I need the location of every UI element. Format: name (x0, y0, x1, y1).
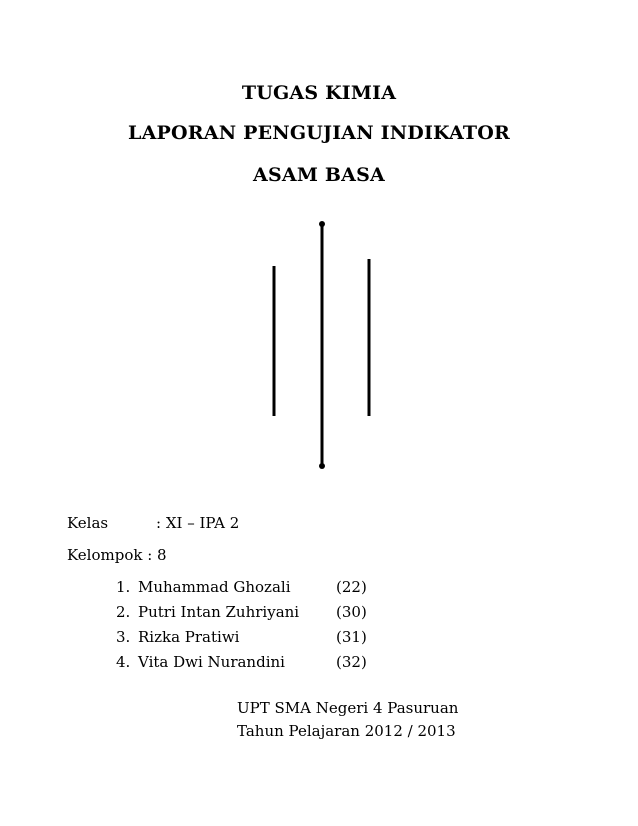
member-score: (32) (336, 653, 367, 671)
member-row (116, 628, 367, 646)
member-number: 2. (116, 603, 131, 621)
member-score: (31) (336, 628, 367, 646)
member-row (116, 653, 367, 671)
member-number: 3. (116, 628, 131, 646)
member-name: Muhammad Ghozali (138, 578, 291, 596)
center-line-top-dot (319, 221, 325, 227)
title-tugas-kimia: TUGAS KIMIA (241, 82, 397, 104)
member-number: 1. (116, 578, 131, 596)
member-row (116, 578, 367, 596)
school-year: Tahun Pelajaran 2012 / 2013 (237, 722, 456, 740)
member-name: Rizka Pratiwi (138, 628, 240, 646)
kelas-value: : XI – IPA 2 (156, 514, 240, 532)
kelompok-label: Kelompok : 8 (67, 546, 167, 564)
title-asam-basa: ASAM BASA (253, 164, 385, 186)
member-number: 4. (116, 653, 131, 671)
member-name: Vita Dwi Nurandini (138, 653, 285, 671)
school-name: UPT SMA Negeri 4 Pasuruan (237, 699, 459, 717)
member-score: (22) (336, 578, 367, 596)
kelas-label: Kelas (67, 514, 109, 532)
center-line-bottom-dot (319, 463, 325, 469)
title-laporan: LAPORAN PENGUJIAN INDIKATOR (128, 122, 510, 144)
member-row (116, 603, 367, 621)
member-name: Putri Intan Zuhriyani (138, 603, 300, 621)
member-score: (30) (336, 603, 367, 621)
